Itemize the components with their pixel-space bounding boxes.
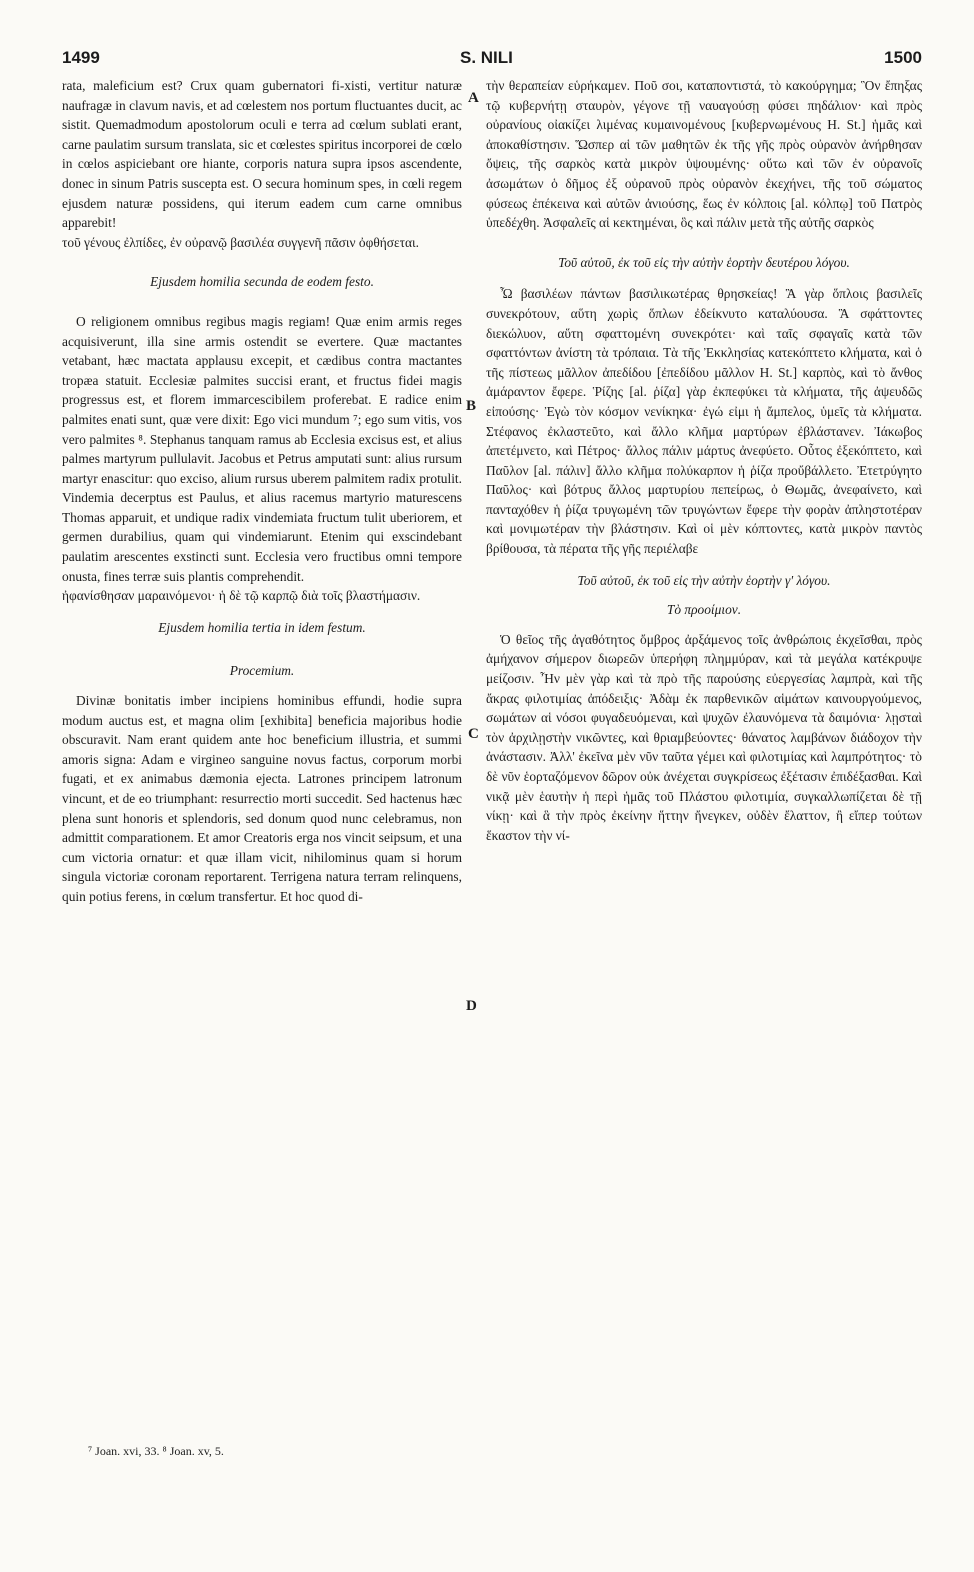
greek-paragraph-2: Ὦ βασιλέων πάντων βασιλικωτέρας θρησκείας! Ἃ γὰρ ὅπλοις βασιλεῖς συνεκρότουν, αὕτη χωρὶς ὅπλων ἐδείκνυτο καταλύουσα. Ἃ σφάττοντες διεκώλυον, αὕτη σφαττομένη συνεκρότει· καὶ ταῖς σφαγαῖς κατὰ τῶν σφαττόντων ἀνίστη τὰ τρόπαια. Τὰ τῆς Ἐκκλησίας κατεκόπτετο κλήματα, καὶ ὁ τῆς πίστεως μᾶλλον ἀπεδίδου [ἐπεδίδου μᾶλλον Η. St.] καρπὸς, καὶ τὸ ἄνθος ἀμάραντον ἔφερε. Ῥίζης [al. ῥίζα] γὰρ ἐκπεφύκει τὰ κλήματα, τῆς ἀψευδῶς εἰπούσης· Ἐγὼ τὸν κόσμον νενίκηκα· ἐγώ εἰμι ἡ ἄμπελος, ὑμεῖς τὰ κλήματα. Στέφανος ἐκλαστεῦτο, καὶ ἄλλο κλῆμα μαρτύρων ἐβλάστανεν. Ἰάκωβος ἀπετέμνετο, καὶ Πέτρος· ἄλλος πάλιν μάρτυς ἀνεφύετο. Οὗτος ἐξεκόπτετο, καὶ Παῦλον [al. πάλιν] ἄλλο κλῆμα πολύκαρπον ἡ ῥίζα προὔβάλλετο. Ἐτετρύγητο Παῦλος· καὶ βότρυς ἄλλος μαρτυρίου πεπείρως, ὁ Θωμᾶς, ἀνεφαίνετο, καὶ πανταχόθεν ἡ ῥίζα τρυγωμένη τῶν τρυγώντων ἔφερε τὴν φορὰν ἀπληστοτέραν καὶ μονιμωτέραν τὴν βλάστησιν. Καὶ οἱ μὲν κόπτοντες, κατὰ μικρὸν παντὸς βρίθουσα, τὰ πέρατα τῆς γῆς περιέλαβε [486,286,922,557]
footnotes: ⁷ Joan. xvi, 33. ⁸ Joan. xv, 5. [88,1444,224,1458]
page-number-left: 1499 [62,48,100,67]
page-header [62,48,922,70]
greek-paragraph-3: Ὁ θεῖος τῆς ἀγαθότητος ὄμβρος ἀρξάμενος τοῖς ἀνθρώποις ἐκχεῖσθαι, πρὸς ἀμήχανον σήμερον διωρεῶν ὑπερήφη πλημμύραν, καὶ τὰ μεγάλα κατέκρυψε μείζοσιν. Ἦν μὲν γὰρ καὶ τὰ πρὸ τῆς παρούσης εὐεργεσίας λαμπρὰ, καὶ τῆς ἄκρας φιλοτιμίας ἀπόδειξις· Ἀδὰμ ἐκ παρθενικῶν αἱμάτων καινουργούμενος, σωμάτων αἱ νόσοι φυγαδευόμεναι, καὶ ψυχῶν ἐλαυνόμενα τὰ δαιμόνια· λῃσταὶ τὸν ἀρχιλῃστὴν νικῶντες, καὶ θριαμβεύοντες· θάνατος λαμβάνων διάδοχον τὴν ἀνάστασιν. Ἀλλ' ἐκεῖνα μὲν νῦν ταῦτα γέμει καὶ φιλοτιμίας καὶ λαμπρότητος· τὸ δὲ νῦν ἑορταζόμενον δῶρον οὐκ ἀνέχεται συγκρίσεως ἐξέτασιν ἐπιδέξασθαι. Καὶ νικᾷ μὲν ἑαυτὴν ἡ περὶ ἡμᾶς τοῦ Πλάστου φιλοτιμία, συγκαλλωπίζεται δὲ τῇ νίκῃ· καὶ ἃ τὴν πρὸς ἐκείνην ἥττην ἤνεγκεν, οὐδὲν ἔλαττον, ἢ εἴπερ τούτων ἕκαστον τὴν νί- [486,631,922,843]
greek-fragment-2: ἠφανίσθησαν μαραινόμενοι· ἡ δὲ τῷ καρπῷ διὰ τοῖς βλαστήμασιν. [62,588,421,604]
greek-procemium-heading: Τὸ προοίμιον. [666,602,742,618]
latin-paragraph-1: rata, maleficium est? Crux quam gubernatori fi-xisti, vertitur naturæ naufragæ in clavum navis, et ad cœlestem nos portum fluctuantes ducit, ac sistit. Quemadmodum apostolorum oculi e terra ad cœlum sublati erant, carne paulatim sursum translata, sic et cœlestes spiritus incorporei de cœlo in cœlos aspiciebant ore hiante, corporis natura supra ipsos ascendente, donec in sinum Patris suscepta est. O secura hominum spes, in cœli regem ejusdem naturæ possidens, qui iterum eadem cum carne omnibus apparebit! [62,78,462,231]
margin-marker-a: A [468,90,479,106]
greek-paragraph-1: τὴν θεραπείαν εὑρήκαμεν. Ποῦ σοι, καταποντιστά, τὸ κακούργημα; Ὃν ἔπηξας τῷ κυβερνήτῃ σταυρὸν, γέγονε τῇ ναυαγούσῃ φύσει πηδάλιον· καὶ πρὸς οὐρανίους οἰακίζει λιμένας κυμαινομένους [κυβερνωμένους Η. St.] ἡμᾶς καὶ ἀποκαθίστησιν. Ὥσπερ αἱ τῶν μαθητῶν ἐκ τῆς γῆς πρὸς οὐρανὸν ἀνήρθησαν ὄψεις, τῆς σαρκὸς κατὰ μικρὸν ὑψουμένης· οὕτω καὶ τῶν ἐν οὐρανοῖς ἀσωμάτων ὁ δῆμος ἐξ οὐρανοῦ πρὸς οὐρανὸν ἐκεχήνει, τῆς τοῦ σώματος φύσεως ἐπέκεινα καὶ αὐτῶν ἀνιούσης, ἕως ἐν κόλποις [al. κόλπῳ] τοῦ Πατρὸς ὑπεδέχθη. Ἀσφαλεῖς αἱ κεκτημέναι, ὃς καὶ πάλιν μετὰ τῆς αὐτῆς σαρκὸς [486,78,922,231]
page-number-right: 1500 [884,48,922,67]
greek-column [486,76,922,845]
greek-fragment-1: τοῦ γένους ἐλπίδες, ἐν οὐρανῷ βασιλέα συγγενῆ πᾶσιν ὀφθήσεται. [62,234,419,250]
margin-marker-b: B [466,398,477,414]
latin-homily-3-title: Ejusdem homilia tertia in idem festum. [158,619,366,635]
latin-column [62,76,462,907]
latin-paragraph-2: O religionem omnibus regibus magis regiam! Quæ enim armis reges acquisiverunt, illa sine armis ostendit se evertere. Quæ mactantes vetabant, hæc mactata applausu excepit, et cædibus contra mactantes tropæa statuit. Ecclesiæ palmites succisi erant, et fructus fidei magis progressus est, et florem immarcescibilem proferebat. E radice enim palmites enati sunt, quæ vere dixit: Ego vici mundum ⁷; ego sum vitis, vos vero palmites ⁸. Stephanus tanquam ramus ab Ecclesia excisus est, et alius palmes martyrum pullulavit. Jacobus et Petrus amputati sunt: alius rursum martyr enascitur: quo exciso, alium rursus uberem palmitem radix protulit. Vindemia decerptus est Paulus, et alius racemus martyrio maturescens Thomas apparuit, et undique radix vindemiata fructum tulit uberiorem, et germen durabilius, quam qui vindemiarunt. Etenim qui exscindebant paulatim arescentes exstincti sunt. Ecclesia vero fructibus omni tempore onusta, fines terræ suis plantis comprehendit. [62,313,462,584]
margin-marker-c: C [468,726,479,742]
greek-homily-3-title: Τοῦ αὐτοῦ, ἐκ τοῦ εἰς τὴν αὐτὴν ἑορτὴν γ' λόγου. [577,572,831,588]
running-title: S. NILI [460,48,513,67]
greek-homily-2-title: Τοῦ αὐτοῦ, ἐκ τοῦ εἰς τὴν αὐτὴν ἑορτὴν δευτέρου λόγου. [558,254,850,270]
latin-homily-2-title: Ejusdem homilia secunda de eodem festo. [150,274,374,290]
margin-marker-d: D [466,998,477,1014]
latin-paragraph-3: Divinæ bonitatis imber incipiens hominibus effundi, hodie supra modum auctus est, et magna olim [exhibita] beneficia majoribus hodie obscuravit. Nam erant quidem ante hoc beneficium illustria, et summi amoris signa: Adam e virgineo sanguine novus factus, corporum morbi fugati, et ex animabus dæmonia ejecta. Latrones principem latronum vincunt, et de eo triumphant: resurrectio morti succedit. Sed hactenus hæc plena sunt honoris et splendoris, sed donum quod nunc celebramus, non admittit comparationem. Et amor Creatoris erga nos vincit seipsum, et una cum victoria ornatur: et quæ illam vicit, nihilominus quam si horum singula victoriæ coronam reportarent. Terrigena natura terram relinquens, quin potius ferens, in cœlum transfertur. Et hoc quod di- [62,693,462,904]
latin-procemium-heading: Procemium. [229,663,295,679]
